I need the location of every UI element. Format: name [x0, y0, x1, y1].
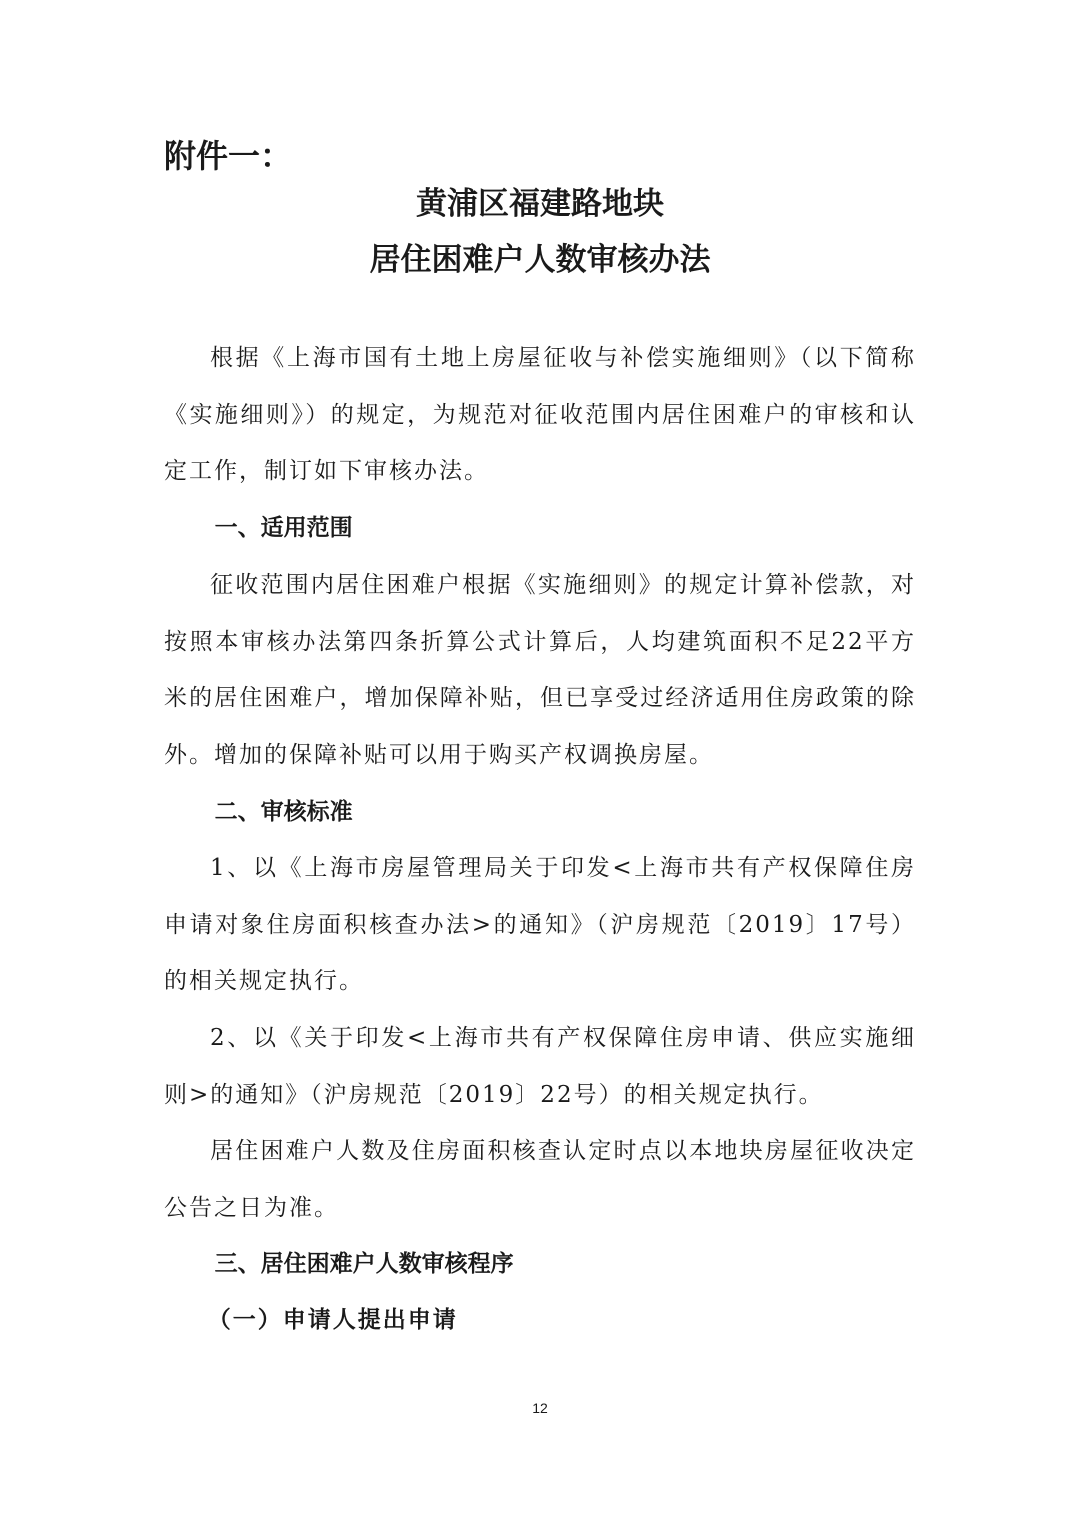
section-1-heading: 一、适用范围: [214, 515, 353, 541]
attachment-label: 附件一：: [164, 137, 293, 175]
document-title-line-2: 居住困难户人数审核办法: [369, 242, 711, 278]
document-title-line-1: 黄浦区福建路地块: [416, 186, 664, 222]
intro-paragraph: 根据《上海市国有土地上房屋征收与补偿实施细则》（以下简称《实施细则》）的规定，为规范对征收范围内居住困难户的审核和认定工作，制订如下审核办法。: [164, 345, 916, 484]
section-1-paragraph: 征收范围内居住困难户根据《实施细则》的规定计算补偿款，对按照本审核办法第四条折算公式计算后，人均建筑面积不足22平方米的居住困难户，增加保障补贴，但已享受过经济适用住房政策的除外。增加的保障补贴可以用于购买产权调换房屋。: [164, 572, 916, 768]
section-2-item-2: 2、以《关于印发<上海市共有产权保障住房申请、供应实施细则>的通知》（沪房规范〔2019〕22号）的相关规定执行。: [164, 1025, 916, 1108]
section-3-sub-heading: （一）申请人提出申请: [207, 1307, 458, 1333]
section-3-heading: 三、居住困难户人数审核程序: [214, 1251, 514, 1277]
section-2-note: 居住困难户人数及住房面积核查认定时点以本地块房屋征收决定公告之日为准。: [164, 1138, 916, 1221]
page-number: 12: [532, 1400, 548, 1416]
section-2-heading: 二、审核标准: [214, 799, 353, 825]
section-2-item-1: 1、以《上海市房屋管理局关于印发<上海市共有产权保障住房申请对象住房面积核查办法>的通知》（沪房规范〔2019〕17号）的相关规定执行。: [164, 855, 916, 994]
